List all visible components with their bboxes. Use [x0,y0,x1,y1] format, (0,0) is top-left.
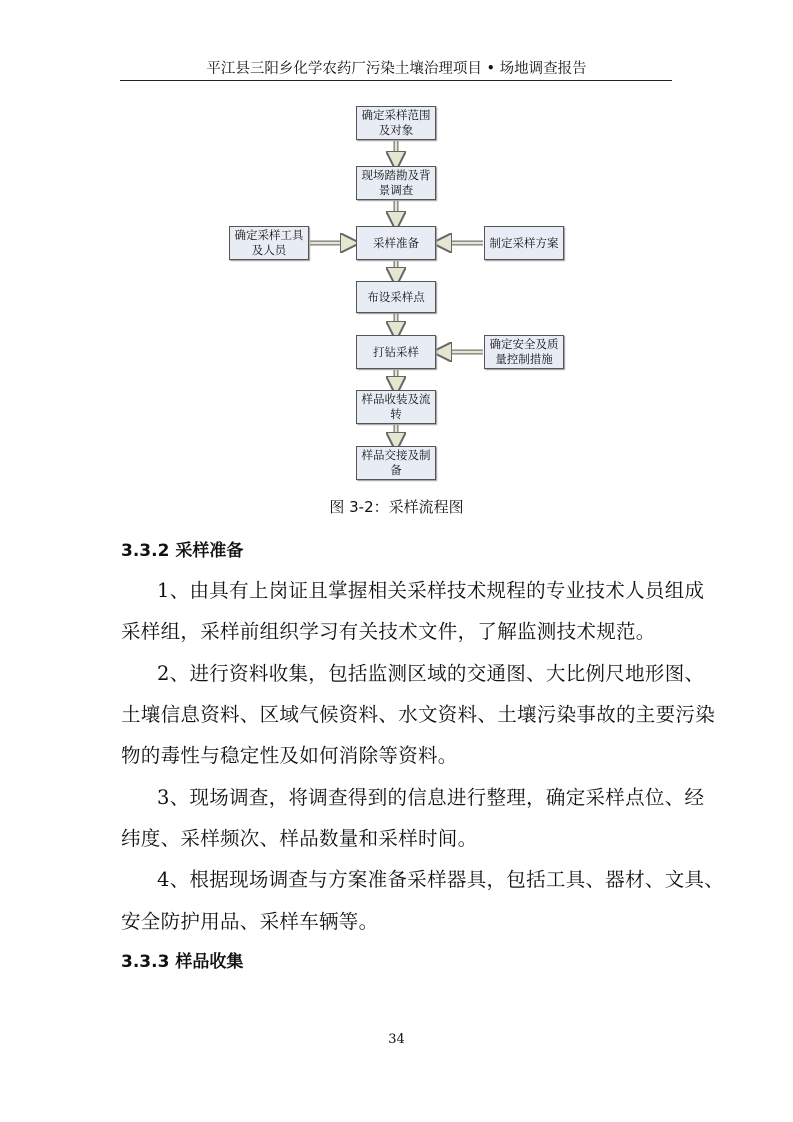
page-number: 34 [388,1032,405,1047]
flow-step-tools: 确定采样工具及人员 [229,226,309,260]
page-header: 平江县三阳乡化学农药厂污染土壤治理项目 • 场地调查报告 [206,61,587,77]
flow-step-points: 布设采样点 [356,281,436,313]
flow-step-prep: 采样准备 [356,226,436,260]
paragraph-line: 采样组，采样前组织学习有关技术文件，了解监测技术规范。 [121,620,656,643]
flow-step-drill: 打钻采样 [356,335,436,369]
flow-step-plan: 制定采样方案 [484,226,564,260]
figure-caption: 图 3-2：采样流程图 [329,498,464,516]
flow-step-survey: 现场踏勘及背景调查 [356,166,436,200]
paragraph-line: 2、进行资料收集，包括监测区域的交通图、大比例尺地形图、 [157,662,705,685]
paragraph-line: 物的毒性与稳定性及如何消除等资料。 [121,744,458,767]
flow-step-scope: 确定采样范围及对象 [356,106,436,140]
flow-step-transport: 样品收装及流转 [356,390,436,424]
paragraph-line: 4、根据现场调查与方案准备采样器具，包括工具、器材、文具、 [157,868,725,891]
paragraph-line: 纬度、采样频次、样品数量和采样时间。 [121,827,478,850]
paragraph-line: 3、现场调查，将调查得到的信息进行整理，确定采样点位、经 [157,786,705,809]
section-heading: 3.3.3 样品收集 [121,952,244,972]
flow-step-qc: 确定安全及质量控制措施 [484,335,564,369]
paragraph-line: 安全防护用品、采样车辆等。 [121,910,379,933]
flowchart-arrows [0,0,793,520]
paragraph-line: 1、由具有上岗证且掌握相关采样技术规程的专业技术人员组成 [157,579,705,602]
paragraph-line: 土壤信息资料、区域气候资料、水文资料、土壤污染事故的主要污染 [121,703,716,726]
flow-step-handover: 样品交接及制备 [356,446,436,480]
section-heading: 3.3.2 采样准备 [121,541,244,561]
